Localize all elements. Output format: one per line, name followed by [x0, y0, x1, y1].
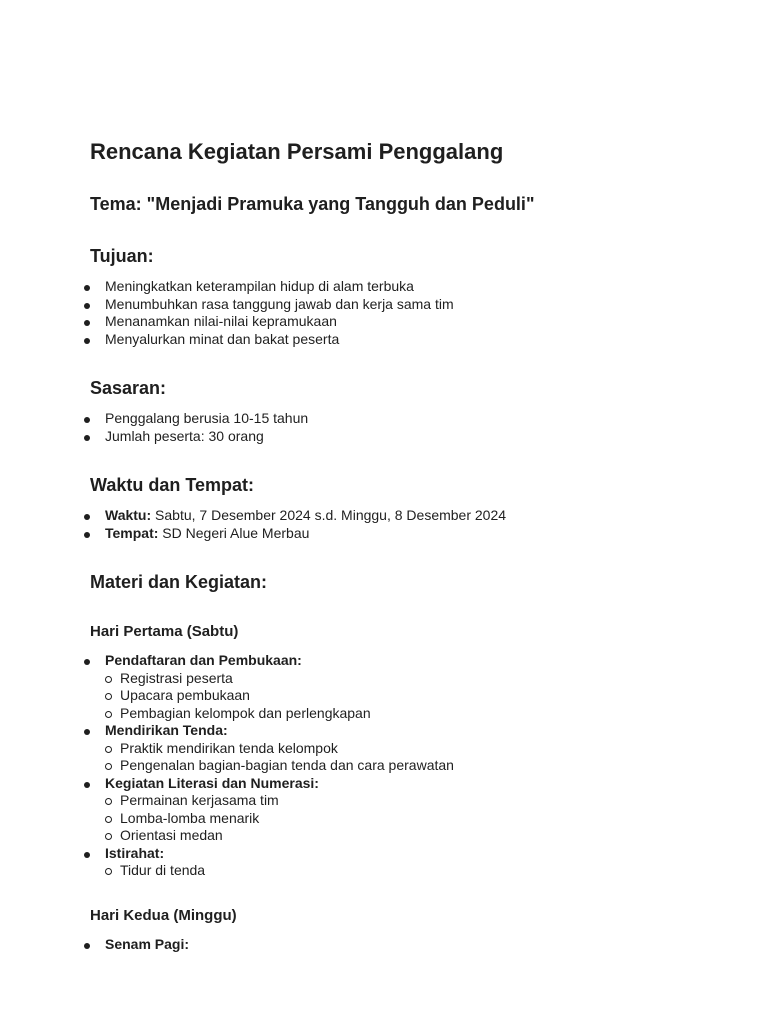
bullet-icon: [84, 417, 90, 423]
circle-bullet-icon: [105, 763, 112, 770]
waktu-value: Sabtu, 7 Desember 2024 s.d. Minggu, 8 Desember 2024: [151, 507, 507, 523]
tujuan-heading: Tujuan:: [90, 246, 154, 266]
circle-bullet-icon: [105, 868, 112, 875]
sub-list: [105, 740, 730, 775]
bullet-icon: [84, 338, 90, 344]
list-item: Kegiatan Literasi dan Numerasi: Permainan kerjasama tim Lomba-lomba menarik Orientasi medan: [90, 775, 730, 845]
sub-list-item: Registrasi peserta: [105, 670, 730, 688]
circle-bullet-icon: [105, 798, 112, 805]
sasaran-heading: Sasaran:: [90, 378, 167, 398]
sub-list: [105, 670, 730, 723]
sub-list: [105, 792, 730, 845]
theme-heading: Tema: "Menjadi Pramuka yang Tangguh dan Peduli": [90, 194, 535, 214]
sub-list-item: Orientasi medan: [105, 827, 730, 845]
sub-list-item: Upacara pembukaan: [105, 687, 730, 705]
circle-bullet-icon: [105, 816, 112, 823]
bullet-icon: [84, 320, 90, 326]
sub-list-item: Permainan kerjasama tim: [105, 792, 730, 810]
day1-list: [90, 652, 730, 880]
list-item: Penggalang berusia 10-15 tahun: [90, 410, 730, 428]
day2-list: [90, 936, 730, 954]
tujuan-list: [90, 278, 730, 348]
sub-list-item: Pembagian kelompok dan perlengkapan: [105, 705, 730, 723]
bullet-icon: [84, 303, 90, 309]
bullet-icon: [84, 852, 90, 858]
list-item: Istirahat: Tidur di tenda: [90, 845, 730, 880]
list-item: Pendaftaran dan Pembukaan: Registrasi peserta Upacara pembukaan Pembagian kelompok dan perlengkapan: [90, 652, 730, 722]
list-item: [90, 525, 730, 543]
circle-bullet-icon: [105, 676, 112, 683]
bullet-icon: [84, 943, 90, 949]
circle-bullet-icon: [105, 711, 112, 718]
sasaran-list: [90, 410, 730, 445]
tempat-value: SD Negeri Alue Merbau: [158, 524, 310, 541]
list-item: Menumbuhkan rasa tanggung jawab dan kerja sama tim: [90, 296, 730, 314]
sub-list: [105, 862, 730, 880]
circle-bullet-icon: [105, 693, 112, 700]
bullet-icon: [84, 729, 90, 735]
list-item: Menanamkan nilai-nilai kepramukaan: [90, 313, 730, 331]
sub-list-item: Praktik mendirikan tenda kelompok: [105, 740, 730, 758]
list-item: Mendirikan Tenda: Praktik mendirikan tenda kelompok Pengenalan bagian-bagian tenda dan cara perawatan: [90, 722, 730, 775]
sub-list-item: Tidur di tenda: [105, 862, 730, 880]
sub-list-item: Lomba-lomba menarik: [105, 810, 730, 828]
document-page: [90, 138, 730, 953]
list-item: Jumlah peserta: 30 orang: [90, 428, 730, 446]
circle-bullet-icon: [105, 833, 112, 840]
circle-bullet-icon: [105, 746, 112, 753]
tempat-label: Tempat:: [105, 524, 159, 541]
waktu-tempat-heading: Waktu dan Tempat:: [90, 475, 255, 495]
document-title: Rencana Kegiatan Persami Penggalang: [90, 139, 504, 164]
list-item: Senam Pagi:: [90, 936, 730, 954]
day1-heading: Hari Pertama (Sabtu): [90, 623, 239, 640]
day2-heading: Hari Kedua (Minggu): [90, 906, 237, 924]
list-item: Meningkatkan keterampilan hidup di alam terbuka: [90, 278, 730, 296]
bullet-icon: [84, 285, 90, 291]
waktu-tempat-list: [90, 507, 730, 542]
list-item: [90, 507, 730, 525]
bullet-icon: [84, 435, 90, 441]
materi-heading: Materi dan Kegiatan:: [90, 572, 268, 592]
bullet-icon: [84, 514, 90, 520]
sub-list-item: Pengenalan bagian-bagian tenda dan cara perawatan: [105, 757, 730, 775]
bullet-icon: [84, 532, 90, 538]
waktu-label: Waktu:: [105, 507, 152, 523]
bullet-icon: [84, 782, 90, 788]
bullet-icon: [84, 659, 90, 665]
list-item: Menyalurkan minat dan bakat peserta: [90, 331, 730, 349]
